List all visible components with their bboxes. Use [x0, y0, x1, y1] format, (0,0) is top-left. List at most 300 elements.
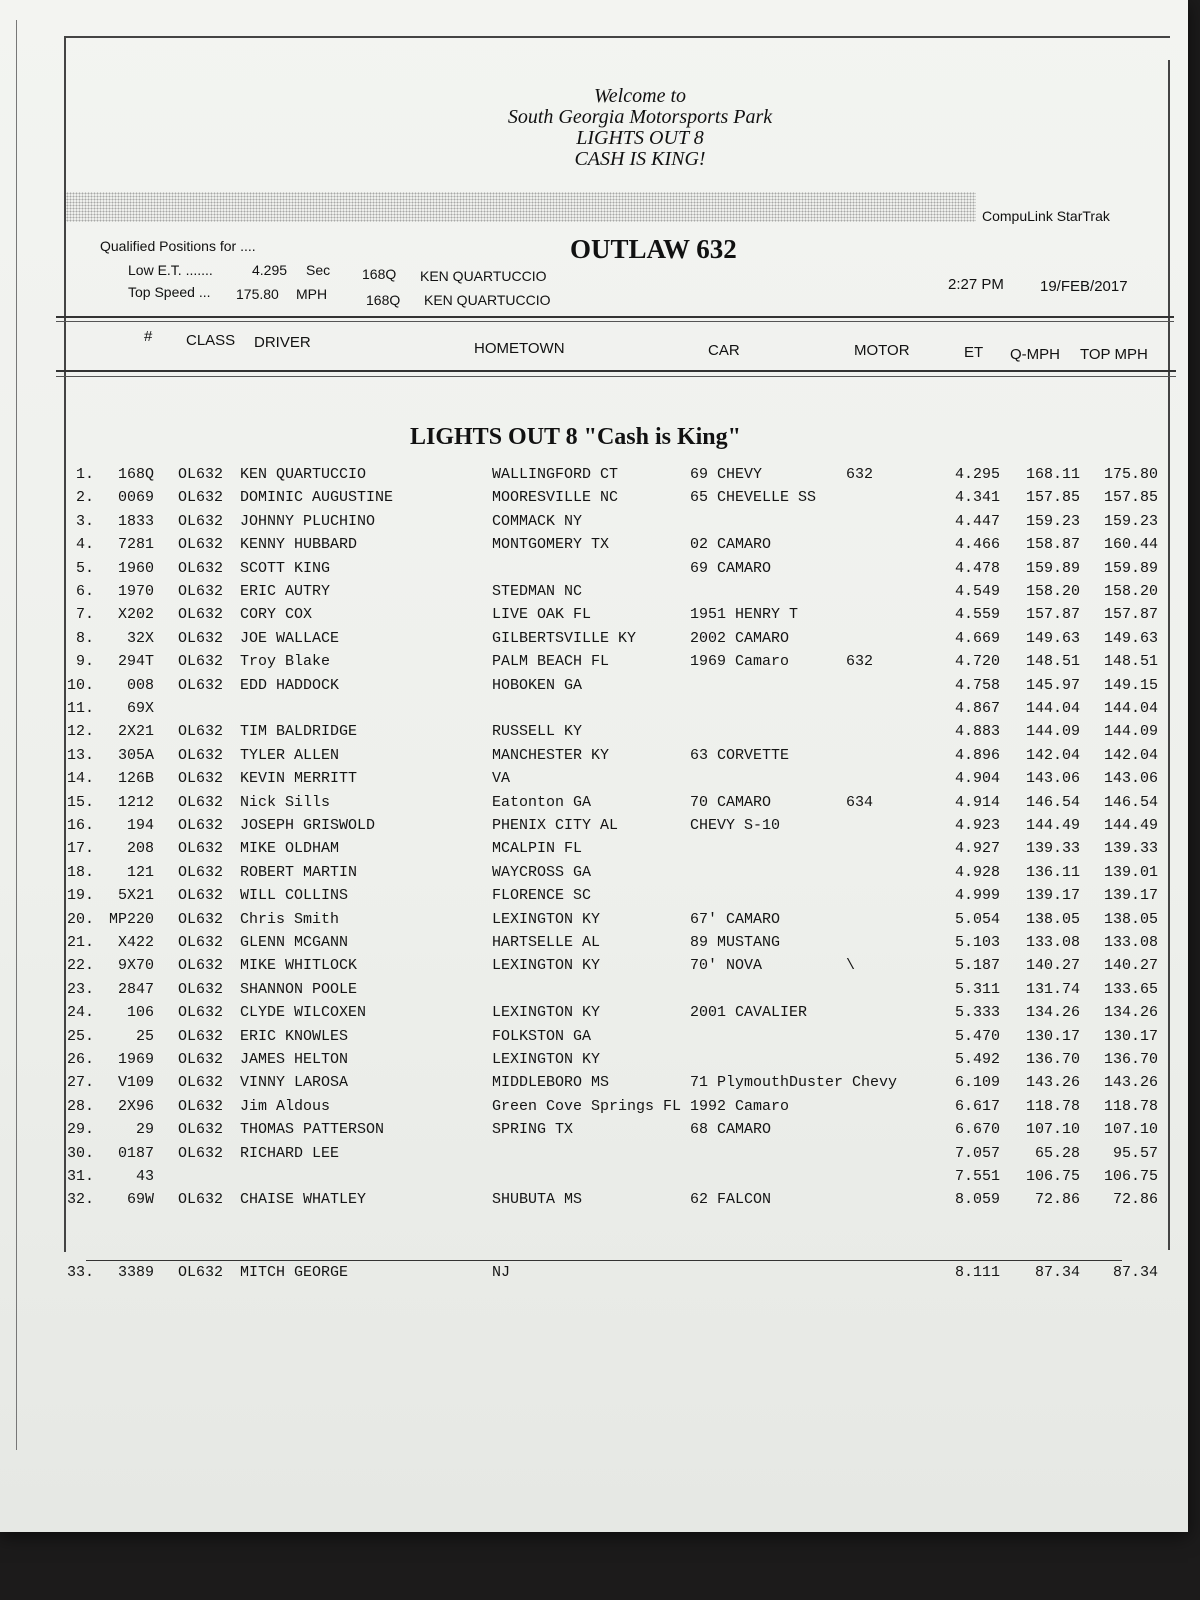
position-cell: 24.	[66, 1004, 94, 1021]
driver-cell: TYLER ALLEN	[240, 747, 340, 764]
table-row	[0, 1145, 1188, 1167]
table-row	[0, 1074, 1188, 1096]
qmph-cell: 118.78	[1025, 1098, 1080, 1115]
et-cell: 4.466	[954, 536, 1000, 553]
car-number-cell: X202	[117, 606, 154, 623]
class-cell: OL632	[178, 1098, 224, 1115]
hometown-cell: MIDDLEBORO MS	[492, 1074, 610, 1091]
car-number-cell: 69X	[126, 700, 154, 717]
car-number-cell: 1833	[117, 513, 154, 530]
qmph-cell: 136.11	[1025, 864, 1080, 881]
car-cell: 2002 CAMARO	[690, 630, 790, 647]
car-number-cell: 2X21	[117, 723, 154, 740]
table-row	[0, 700, 1188, 722]
table-row	[0, 560, 1188, 582]
car-cell: 62 FALCON	[690, 1191, 772, 1208]
position-cell: 14.	[66, 770, 94, 787]
qmph-cell: 168.11	[1025, 466, 1080, 483]
class-cell: OL632	[178, 840, 224, 857]
qmph-cell: 143.06	[1025, 770, 1080, 787]
qmph-cell: 131.74	[1025, 981, 1080, 998]
col-hometown-header: HOMETOWN	[474, 340, 565, 357]
qualified-label: Qualified Positions for ....	[100, 238, 256, 254]
car-number-cell: 25	[135, 1028, 154, 1045]
top-mph-cell: 95.57	[1112, 1145, 1158, 1162]
table-row	[0, 1028, 1188, 1050]
car-number-cell: 1212	[117, 794, 154, 811]
car-number-cell: 106	[126, 1004, 154, 1021]
qmph-cell: 138.05	[1025, 911, 1080, 928]
et-cell: 4.896	[954, 747, 1000, 764]
qmph-cell: 134.26	[1025, 1004, 1080, 1021]
col-class-header: CLASS	[186, 332, 236, 349]
et-cell: 8.059	[954, 1191, 1000, 1208]
car-cell: 89 MUSTANG	[690, 934, 781, 951]
hometown-cell: MOORESVILLE NC	[492, 489, 619, 506]
col-num-header: #	[144, 328, 153, 345]
car-number-cell: 194	[126, 817, 154, 834]
position-cell: 10.	[66, 677, 94, 694]
top-mph-cell: 87.34	[1112, 1264, 1158, 1281]
table-row	[0, 489, 1188, 511]
position-cell: 32.	[66, 1191, 94, 1208]
position-cell: 2.	[75, 489, 94, 506]
class-cell: OL632	[178, 1028, 224, 1045]
low-et-unit: Sec	[306, 262, 331, 278]
position-cell: 22.	[66, 957, 94, 974]
print-time: 2:27 PM	[948, 276, 1004, 293]
car-number-cell: 3389	[117, 1264, 154, 1281]
table-row	[0, 1098, 1188, 1120]
top-mph-cell: 149.15	[1103, 677, 1158, 694]
top-mph-cell: 140.27	[1103, 957, 1158, 974]
car-cell: 1992 Camaro	[690, 1098, 790, 1115]
qmph-cell: 145.97	[1025, 677, 1080, 694]
qmph-cell: 130.17	[1025, 1028, 1080, 1045]
driver-cell: CHAISE WHATLEY	[240, 1191, 367, 1208]
driver-cell: Nick Sills	[240, 794, 331, 811]
hometown-cell: GILBERTSVILLE KY	[492, 630, 637, 647]
qmph-cell: 133.08	[1025, 934, 1080, 951]
top-mph-cell: 160.44	[1103, 536, 1158, 553]
position-cell: 25.	[66, 1028, 94, 1045]
car-number-cell: 008	[126, 677, 154, 694]
class-cell: OL632	[178, 911, 224, 928]
class-cell: OL632	[178, 1074, 224, 1091]
hometown-cell: FLORENCE SC	[492, 887, 592, 904]
position-cell: 21.	[66, 934, 94, 951]
driver-cell: KEVIN MERRITT	[240, 770, 358, 787]
header-rule-top-thin	[56, 321, 1174, 322]
et-cell: 5.187	[954, 957, 1000, 974]
et-cell: 6.109	[954, 1074, 1000, 1091]
table-row	[0, 770, 1188, 792]
car-number-cell: 7281	[117, 536, 154, 553]
table-row	[0, 817, 1188, 839]
track-name: South Georgia Motorsports Park	[507, 106, 773, 128]
table-row	[0, 513, 1188, 535]
frame-top-border	[64, 36, 1170, 38]
driver-cell: DOMINIC AUGUSTINE	[240, 489, 394, 506]
class-cell: OL632	[178, 630, 224, 647]
hometown-cell: HOBOKEN GA	[492, 677, 583, 694]
low-et-driver: KEN QUARTUCCIO	[420, 268, 547, 284]
col-topmph-header: TOP MPH	[1080, 346, 1148, 363]
hometown-cell: FOLKSTON GA	[492, 1028, 592, 1045]
top-mph-cell: 136.70	[1103, 1051, 1158, 1068]
et-cell: 4.999	[954, 887, 1000, 904]
table-row	[0, 1004, 1188, 1026]
car-number-cell: 121	[126, 864, 154, 881]
hometown-cell: LEXINGTON KY	[492, 1004, 601, 1021]
class-cell: OL632	[178, 1004, 224, 1021]
class-cell: OL632	[178, 1264, 224, 1281]
motor-cell: 632	[846, 653, 874, 670]
qmph-cell: 148.51	[1025, 653, 1080, 670]
class-title: OUTLAW 632	[570, 234, 737, 264]
hometown-cell: LIVE OAK FL	[492, 606, 592, 623]
position-cell: 18.	[66, 864, 94, 881]
et-cell: 4.883	[954, 723, 1000, 740]
header-rule-bottom	[56, 370, 1176, 372]
car-cell: 1969 Camaro	[690, 653, 790, 670]
et-cell: 6.670	[954, 1121, 1000, 1138]
position-cell: 15.	[66, 794, 94, 811]
table-row	[0, 653, 1188, 675]
print-date: 19/FEB/2017	[1040, 278, 1128, 295]
qmph-cell: 87.34	[1034, 1264, 1080, 1281]
et-cell: 4.549	[954, 583, 1000, 600]
class-cell: OL632	[178, 817, 224, 834]
col-qmph-header: Q-MPH	[1010, 346, 1060, 363]
class-cell: OL632	[178, 934, 224, 951]
driver-cell: MIKE OLDHAM	[240, 840, 340, 857]
driver-cell: Chris Smith	[240, 911, 340, 928]
car-number-cell: 126B	[117, 770, 154, 787]
hometown-cell: MCALPIN FL	[492, 840, 583, 857]
header-rule-bottom-thin	[56, 376, 1176, 377]
et-cell: 6.617	[954, 1098, 1000, 1115]
table-row	[0, 536, 1188, 558]
car-number-cell: 2X96	[117, 1098, 154, 1115]
table-row	[0, 1121, 1188, 1143]
top-mph-cell: 107.10	[1103, 1121, 1158, 1138]
car-number-cell: 1970	[117, 583, 154, 600]
driver-cell: ROBERT MARTIN	[240, 864, 358, 881]
driver-cell: JOHNNY PLUCHINO	[240, 513, 376, 530]
hometown-cell: PALM BEACH FL	[492, 653, 610, 670]
top-mph-cell: 158.20	[1103, 583, 1158, 600]
table-row	[0, 887, 1188, 909]
car-number-cell: 0069	[117, 489, 154, 506]
table-row	[0, 466, 1188, 488]
results-subtitle: LIGHTS OUT 8 "Cash is King"	[410, 424, 741, 450]
et-cell: 4.904	[954, 770, 1000, 787]
driver-cell: KENNY HUBBARD	[240, 536, 358, 553]
class-cell: OL632	[178, 536, 224, 553]
et-cell: 4.928	[954, 864, 1000, 881]
table-row	[0, 1264, 1188, 1286]
top-mph-cell: 118.78	[1103, 1098, 1158, 1115]
top-mph-cell: 72.86	[1112, 1191, 1158, 1208]
class-cell: OL632	[178, 677, 224, 694]
car-number-cell: MP220	[108, 911, 154, 928]
qmph-cell: 158.87	[1025, 536, 1080, 553]
qmph-cell: 159.89	[1025, 560, 1080, 577]
driver-cell: ERIC KNOWLES	[240, 1028, 349, 1045]
top-mph-cell: 138.05	[1103, 911, 1158, 928]
car-number-cell: 305A	[117, 747, 154, 764]
top-mph-cell: 159.23	[1103, 513, 1158, 530]
top-speed-value: 175.80	[236, 286, 279, 302]
driver-cell: TIM BALDRIDGE	[240, 723, 358, 740]
position-cell: 23.	[66, 981, 94, 998]
top-mph-cell: 130.17	[1103, 1028, 1158, 1045]
hometown-cell: LEXINGTON KY	[492, 957, 601, 974]
et-cell: 4.559	[954, 606, 1000, 623]
position-cell: 8.	[75, 630, 94, 647]
top-mph-cell: 142.04	[1103, 747, 1158, 764]
hometown-cell: LEXINGTON KY	[492, 911, 601, 928]
qmph-cell: 149.63	[1025, 630, 1080, 647]
position-cell: 29.	[66, 1121, 94, 1138]
hometown-cell: STEDMAN NC	[492, 583, 583, 600]
hometown-cell: HARTSELLE AL	[492, 934, 601, 951]
car-number-cell: 43	[135, 1168, 154, 1185]
et-cell: 5.470	[954, 1028, 1000, 1045]
low-et-value: 4.295	[252, 262, 288, 278]
top-mph-cell: 134.26	[1103, 1004, 1158, 1021]
top-speed-car: 168Q	[366, 292, 401, 308]
hometown-cell: Green Cove Springs FL	[492, 1098, 682, 1115]
et-cell: 4.923	[954, 817, 1000, 834]
position-cell: 7.	[75, 606, 94, 623]
qmph-cell: 144.09	[1025, 723, 1080, 740]
qmph-cell: 144.49	[1025, 817, 1080, 834]
top-mph-cell: 139.33	[1103, 840, 1158, 857]
hometown-cell: Eatonton GA	[492, 794, 592, 811]
table-row	[0, 840, 1188, 862]
top-mph-cell: 143.26	[1103, 1074, 1158, 1091]
event-tagline: CASH IS KING!	[574, 148, 706, 170]
qmph-cell: 139.17	[1025, 887, 1080, 904]
car-cell: 68 CAMARO	[690, 1121, 772, 1138]
table-row	[0, 864, 1188, 886]
car-number-cell: X422	[117, 934, 154, 951]
table-row	[0, 981, 1188, 1003]
driver-cell: Troy Blake	[240, 653, 331, 670]
car-number-cell: V109	[117, 1074, 154, 1091]
position-cell: 26.	[66, 1051, 94, 1068]
qmph-cell: 140.27	[1025, 957, 1080, 974]
hometown-cell: MANCHESTER KY	[492, 747, 610, 764]
position-cell: 4.	[75, 536, 94, 553]
qmph-cell: 142.04	[1025, 747, 1080, 764]
col-et-header: ET	[964, 344, 984, 361]
car-number-cell: 32X	[126, 630, 154, 647]
car-number-cell: 69W	[126, 1191, 154, 1208]
qmph-cell: 106.75	[1025, 1168, 1080, 1185]
hometown-cell: RUSSELL KY	[492, 723, 583, 740]
position-cell: 28.	[66, 1098, 94, 1115]
driver-cell: RICHARD LEE	[240, 1145, 340, 1162]
car-number-cell: 208	[126, 840, 154, 857]
class-cell: OL632	[178, 957, 224, 974]
table-row	[0, 794, 1188, 816]
top-mph-cell: 157.85	[1103, 489, 1158, 506]
table-row	[0, 911, 1188, 933]
position-cell: 33.	[66, 1264, 94, 1281]
qmph-cell: 158.20	[1025, 583, 1080, 600]
et-cell: 8.111	[954, 1264, 1000, 1281]
car-cell: 69 CHEVY	[690, 466, 763, 483]
et-cell: 4.669	[954, 630, 1000, 647]
col-car-header: CAR	[708, 342, 740, 359]
position-cell: 12.	[66, 723, 94, 740]
car-number-cell: 2847	[117, 981, 154, 998]
position-cell: 16.	[66, 817, 94, 834]
et-cell: 4.295	[954, 466, 1000, 483]
car-cell: CHEVY S-10	[690, 817, 781, 834]
hometown-cell: VA	[492, 770, 511, 787]
col-driver-header: DRIVER	[254, 334, 311, 351]
class-cell: OL632	[178, 770, 224, 787]
et-cell: 4.867	[954, 700, 1000, 717]
et-cell: 4.478	[954, 560, 1000, 577]
position-cell: 9.	[75, 653, 94, 670]
et-cell: 7.057	[954, 1145, 1000, 1162]
position-cell: 27.	[66, 1074, 94, 1091]
top-mph-cell: 106.75	[1103, 1168, 1158, 1185]
top-mph-cell: 133.65	[1103, 981, 1158, 998]
car-number-cell: 294T	[117, 653, 154, 670]
col-motor-header: MOTOR	[854, 342, 910, 359]
table-row	[0, 583, 1188, 605]
driver-cell: CORY COX	[240, 606, 313, 623]
table-row	[0, 934, 1188, 956]
top-mph-cell: 157.87	[1103, 606, 1158, 623]
car-cell: 67' CAMARO	[690, 911, 781, 928]
driver-cell: ERIC AUTRY	[240, 583, 331, 600]
dotted-band	[66, 192, 976, 222]
class-cell: OL632	[178, 747, 224, 764]
et-cell: 5.333	[954, 1004, 1000, 1021]
table-row	[0, 606, 1188, 628]
hometown-cell: SPRING TX	[492, 1121, 574, 1138]
position-cell: 31.	[66, 1168, 94, 1185]
hometown-cell: PHENIX CITY AL	[492, 817, 619, 834]
position-cell: 13.	[66, 747, 94, 764]
class-cell: OL632	[178, 981, 224, 998]
header-rule-top	[56, 316, 1174, 318]
car-cell: 70' NOVA	[690, 957, 763, 974]
driver-cell: VINNY LAROSA	[240, 1074, 349, 1091]
car-number-cell: 29	[135, 1121, 154, 1138]
driver-cell: EDD HADDOCK	[240, 677, 340, 694]
class-cell: OL632	[178, 583, 224, 600]
car-number-cell: 168Q	[117, 466, 154, 483]
table-row	[0, 1168, 1188, 1190]
top-mph-cell: 144.09	[1103, 723, 1158, 740]
qmph-cell: 143.26	[1025, 1074, 1080, 1091]
top-mph-cell: 144.04	[1103, 700, 1158, 717]
driver-cell: JOE WALLACE	[240, 630, 340, 647]
car-cell: 71 PlymouthDuster Chevy	[690, 1074, 898, 1091]
hometown-cell: LEXINGTON KY	[492, 1051, 601, 1068]
top-mph-cell: 175.80	[1103, 466, 1158, 483]
car-cell: 1951 HENRY T	[690, 606, 799, 623]
top-speed-label: Top Speed ...	[128, 284, 211, 300]
table-row	[0, 1051, 1188, 1073]
driver-cell: THOMAS PATTERSON	[240, 1121, 385, 1138]
top-mph-cell: 143.06	[1103, 770, 1158, 787]
car-number-cell: 1960	[117, 560, 154, 577]
driver-cell: JOSEPH GRISWOLD	[240, 817, 376, 834]
hometown-cell: WAYCROSS GA	[492, 864, 592, 881]
driver-cell: MIKE WHITLOCK	[240, 957, 358, 974]
class-cell: OL632	[178, 723, 224, 740]
low-et-car: 168Q	[362, 266, 397, 282]
et-cell: 4.914	[954, 794, 1000, 811]
table-row	[0, 747, 1188, 769]
event-name: LIGHTS OUT 8	[576, 127, 704, 149]
class-cell: OL632	[178, 1145, 224, 1162]
class-cell: OL632	[178, 887, 224, 904]
welcome-banner	[380, 86, 900, 170]
top-mph-cell: 139.01	[1103, 864, 1158, 881]
position-cell: 3.	[75, 513, 94, 530]
position-cell: 5.	[75, 560, 94, 577]
table-row	[0, 677, 1188, 699]
car-cell: 63 CORVETTE	[690, 747, 790, 764]
driver-cell: Jim Aldous	[240, 1098, 331, 1115]
low-et-label: Low E.T. .......	[128, 262, 213, 278]
table-row	[0, 957, 1188, 979]
car-number-cell: 0187	[117, 1145, 154, 1162]
car-number-cell: 5X21	[117, 887, 154, 904]
qmph-cell: 136.70	[1025, 1051, 1080, 1068]
class-cell: OL632	[178, 794, 224, 811]
car-number-cell: 9X70	[117, 957, 154, 974]
qmph-cell: 144.04	[1025, 700, 1080, 717]
car-number-cell: 1969	[117, 1051, 154, 1068]
motor-cell: 632	[846, 466, 874, 483]
qmph-cell: 157.85	[1025, 489, 1080, 506]
class-cell: OL632	[178, 653, 224, 670]
car-cell: 2001 CAVALIER	[690, 1004, 808, 1021]
qmph-cell: 159.23	[1025, 513, 1080, 530]
class-cell: OL632	[178, 1051, 224, 1068]
et-cell: 5.054	[954, 911, 1000, 928]
class-cell: OL632	[178, 606, 224, 623]
qmph-cell: 72.86	[1034, 1191, 1080, 1208]
driver-cell: KEN QUARTUCCIO	[240, 466, 367, 483]
class-cell: OL632	[178, 864, 224, 881]
car-cell: 02 CAMARO	[690, 536, 772, 553]
position-cell: 19.	[66, 887, 94, 904]
driver-cell: GLENN MCGANN	[240, 934, 349, 951]
table-row	[0, 630, 1188, 652]
motor-cell: 634	[846, 794, 874, 811]
motor-cell: \	[846, 957, 856, 974]
driver-cell: JAMES HELTON	[240, 1051, 349, 1068]
class-cell: OL632	[178, 1121, 224, 1138]
hometown-cell: COMMACK NY	[492, 513, 583, 530]
car-cell: 69 CAMARO	[690, 560, 772, 577]
et-cell: 4.447	[954, 513, 1000, 530]
et-cell: 4.758	[954, 677, 1000, 694]
et-cell: 4.720	[954, 653, 1000, 670]
